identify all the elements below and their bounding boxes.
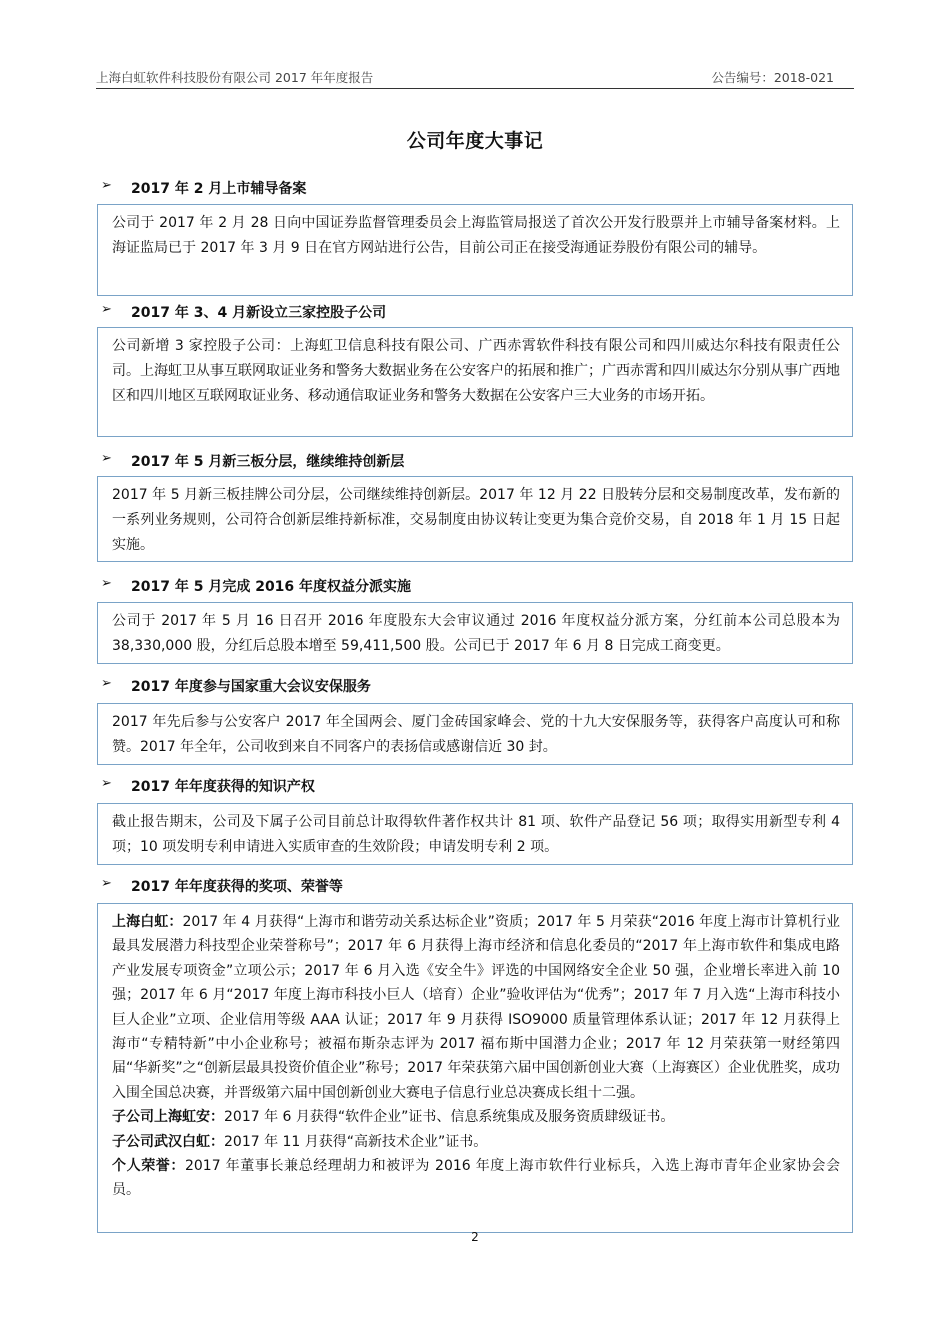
section-content-box (97, 803, 853, 865)
arrow-bullet-icon: ➢ (101, 776, 112, 791)
award-item (112, 1105, 840, 1129)
section-content-box (97, 903, 853, 1233)
arrow-bullet-icon: ➢ (101, 302, 112, 317)
announcement-number: 公告编号：2018-021 (711, 70, 834, 85)
section-heading-text: 2017 年年度获得的知识产权 (131, 779, 315, 795)
section-body: 2017 年先后参与公安客户 2017 年全国两会、厦门金砖国家峰会、党的十九大安保服务等，获得客户高度认可和称赞。2017 年全年，公司收到来自不同客户的表扬信或感谢信近 30 封。 (112, 714, 840, 755)
section-content-box (97, 204, 853, 296)
page-title: 公司年度大事记 (406, 130, 544, 152)
section-heading-text: 2017 年 5 月新三板分层，继续维持创新层 (131, 454, 405, 470)
arrow-bullet-icon: ➢ (101, 676, 112, 691)
section-body: 截止报告期末，公司及下属子公司目前总计取得软件著作权共计 81 项、软件产品登记 56 项；取得实用新型专利 4 项；10 项发明专利申请进入实质审查的生效阶段；申请发明专利 2 项。 (112, 814, 840, 855)
award-text: 2017 年董事长兼总经理胡力和被评为 2016 年度上海市软件行业标兵，入选上海市青年企业家协会会员。 (112, 1158, 841, 1199)
arrow-bullet-icon: ➢ (101, 178, 112, 193)
section-heading-text: 2017 年 3、4 月新设立三家控股子公司 (131, 305, 387, 321)
section-content-box (97, 602, 853, 664)
section-heading-text: 2017 年度参与国家重大会议安保服务 (131, 679, 371, 695)
section-body: 2017 年 5 月新三板挂牌公司分层，公司继续维持创新层。2017 年 12 月 22 日股转分层和交易制度改革，发布新的一系列业务规则，公司符合创新层维持新标准，交易制度由协议转让变更为集合竞价交易，自 2018 年 1 月 15 日起实施。 (112, 487, 840, 553)
award-item (112, 910, 840, 1105)
arrow-bullet-icon: ➢ (101, 876, 112, 891)
arrow-bullet-icon: ➢ (101, 576, 112, 591)
section-content-box (97, 703, 853, 765)
section-heading-text: 2017 年年度获得的奖项、荣誉等 (131, 879, 343, 895)
award-text: 2017 年 6 月获得“软件企业”证书、信息系统集成及服务资质肆级证书。 (224, 1109, 675, 1126)
award-label: 个人荣誉： (112, 1158, 185, 1175)
award-item (112, 1154, 840, 1203)
section-body: 公司于 2017 年 2 月 28 日向中国证券监督管理委员会上海监管局报送了首次公开发行股票并上市辅导备案材料。上海证监局已于 2017 年 3 月 9 日在官方网站进行公告，目前公司正在接受海通证券股份有限公司的辅导。 (112, 215, 840, 256)
page-number: 2 (471, 1230, 479, 1244)
award-text: 2017 年 11 月获得“高新技术企业”证书。 (224, 1133, 488, 1150)
section-body: 公司新增 3 家控股子公司：上海虹卫信息科技有限公司、广西赤霄软件科技有限公司和四川威达尔科技有限责任公司。上海虹卫从事互联网取证业务和警务大数据业务在公安客户的拓展和推广；广西赤霄和四川威达尔分别从事广西地区和四川地区互联网取证业务、移动通信取证业务和警务大数据在公安客户三大业务的市场开拓。 (112, 338, 840, 404)
section-content-box (97, 327, 853, 437)
section-content-box (97, 476, 853, 562)
arrow-bullet-icon: ➢ (101, 451, 112, 466)
award-item (112, 1130, 840, 1154)
award-label: 子公司上海虹安： (112, 1109, 224, 1126)
section-heading-text: 2017 年 5 月完成 2016 年度权益分派实施 (131, 579, 412, 595)
section-heading-text: 2017 年 2 月上市辅导备案 (131, 181, 307, 197)
report-title: 上海白虹软件科技股份有限公司 2017 年年度报告 (96, 70, 374, 85)
award-label: 子公司武汉白虹： (112, 1133, 224, 1150)
award-label: 上海白虹： (112, 914, 183, 930)
award-text: 2017 年 4 月获得“上海市和谐劳动关系达标企业”资质；2017 年 5 月荣获“2016 年度上海市计算机行业最具发展潜力科技型企业荣誉称号”；2017 年 6 月获得上海市经济和信息化委员的“2017 年上海市软件和集成电路产业发展专项资金”立项公示；2017 年 6 月入选《安全牛》评选的中国网络安全企业 50 强，企业增长率进入前 10 强；2017 年 6 月“2017 年度上海市科技小巨人（培育）企业”验收评估为“优秀”；2017 年 7 月入选“上海市科技小巨人企业”立项、企业信用等级 AAA 认证；2017 年 9 月获得 ISO9000 质量管理体系认证；2017 年 12 月获得上海市“专精特新”中小企业称号；被福布斯杂志评为 2017 福布斯中国潜力企业；2017 年 12 月荣获第一财经第四届“华新奖”之“创新层最具投资价值企业”称号；2017 年荣获第六届中国创新创业大赛（上海赛区）企业优胜奖，成功入围全国总决赛，并晋级第六届中国创新创业大赛电子信息行业总决赛成长组十二强。 (112, 914, 841, 1101)
section-body: 公司于 2017 年 5 月 16 日召开 2016 年度股东大会审议通过 2016 年度权益分派方案，分红前本公司总股本为 38,330,000 股，分红后总股本增至 59,411,500 股。公司已于 2017 年 6 月 8 日完成工商变更。 (112, 613, 840, 654)
page-header (96, 66, 854, 89)
